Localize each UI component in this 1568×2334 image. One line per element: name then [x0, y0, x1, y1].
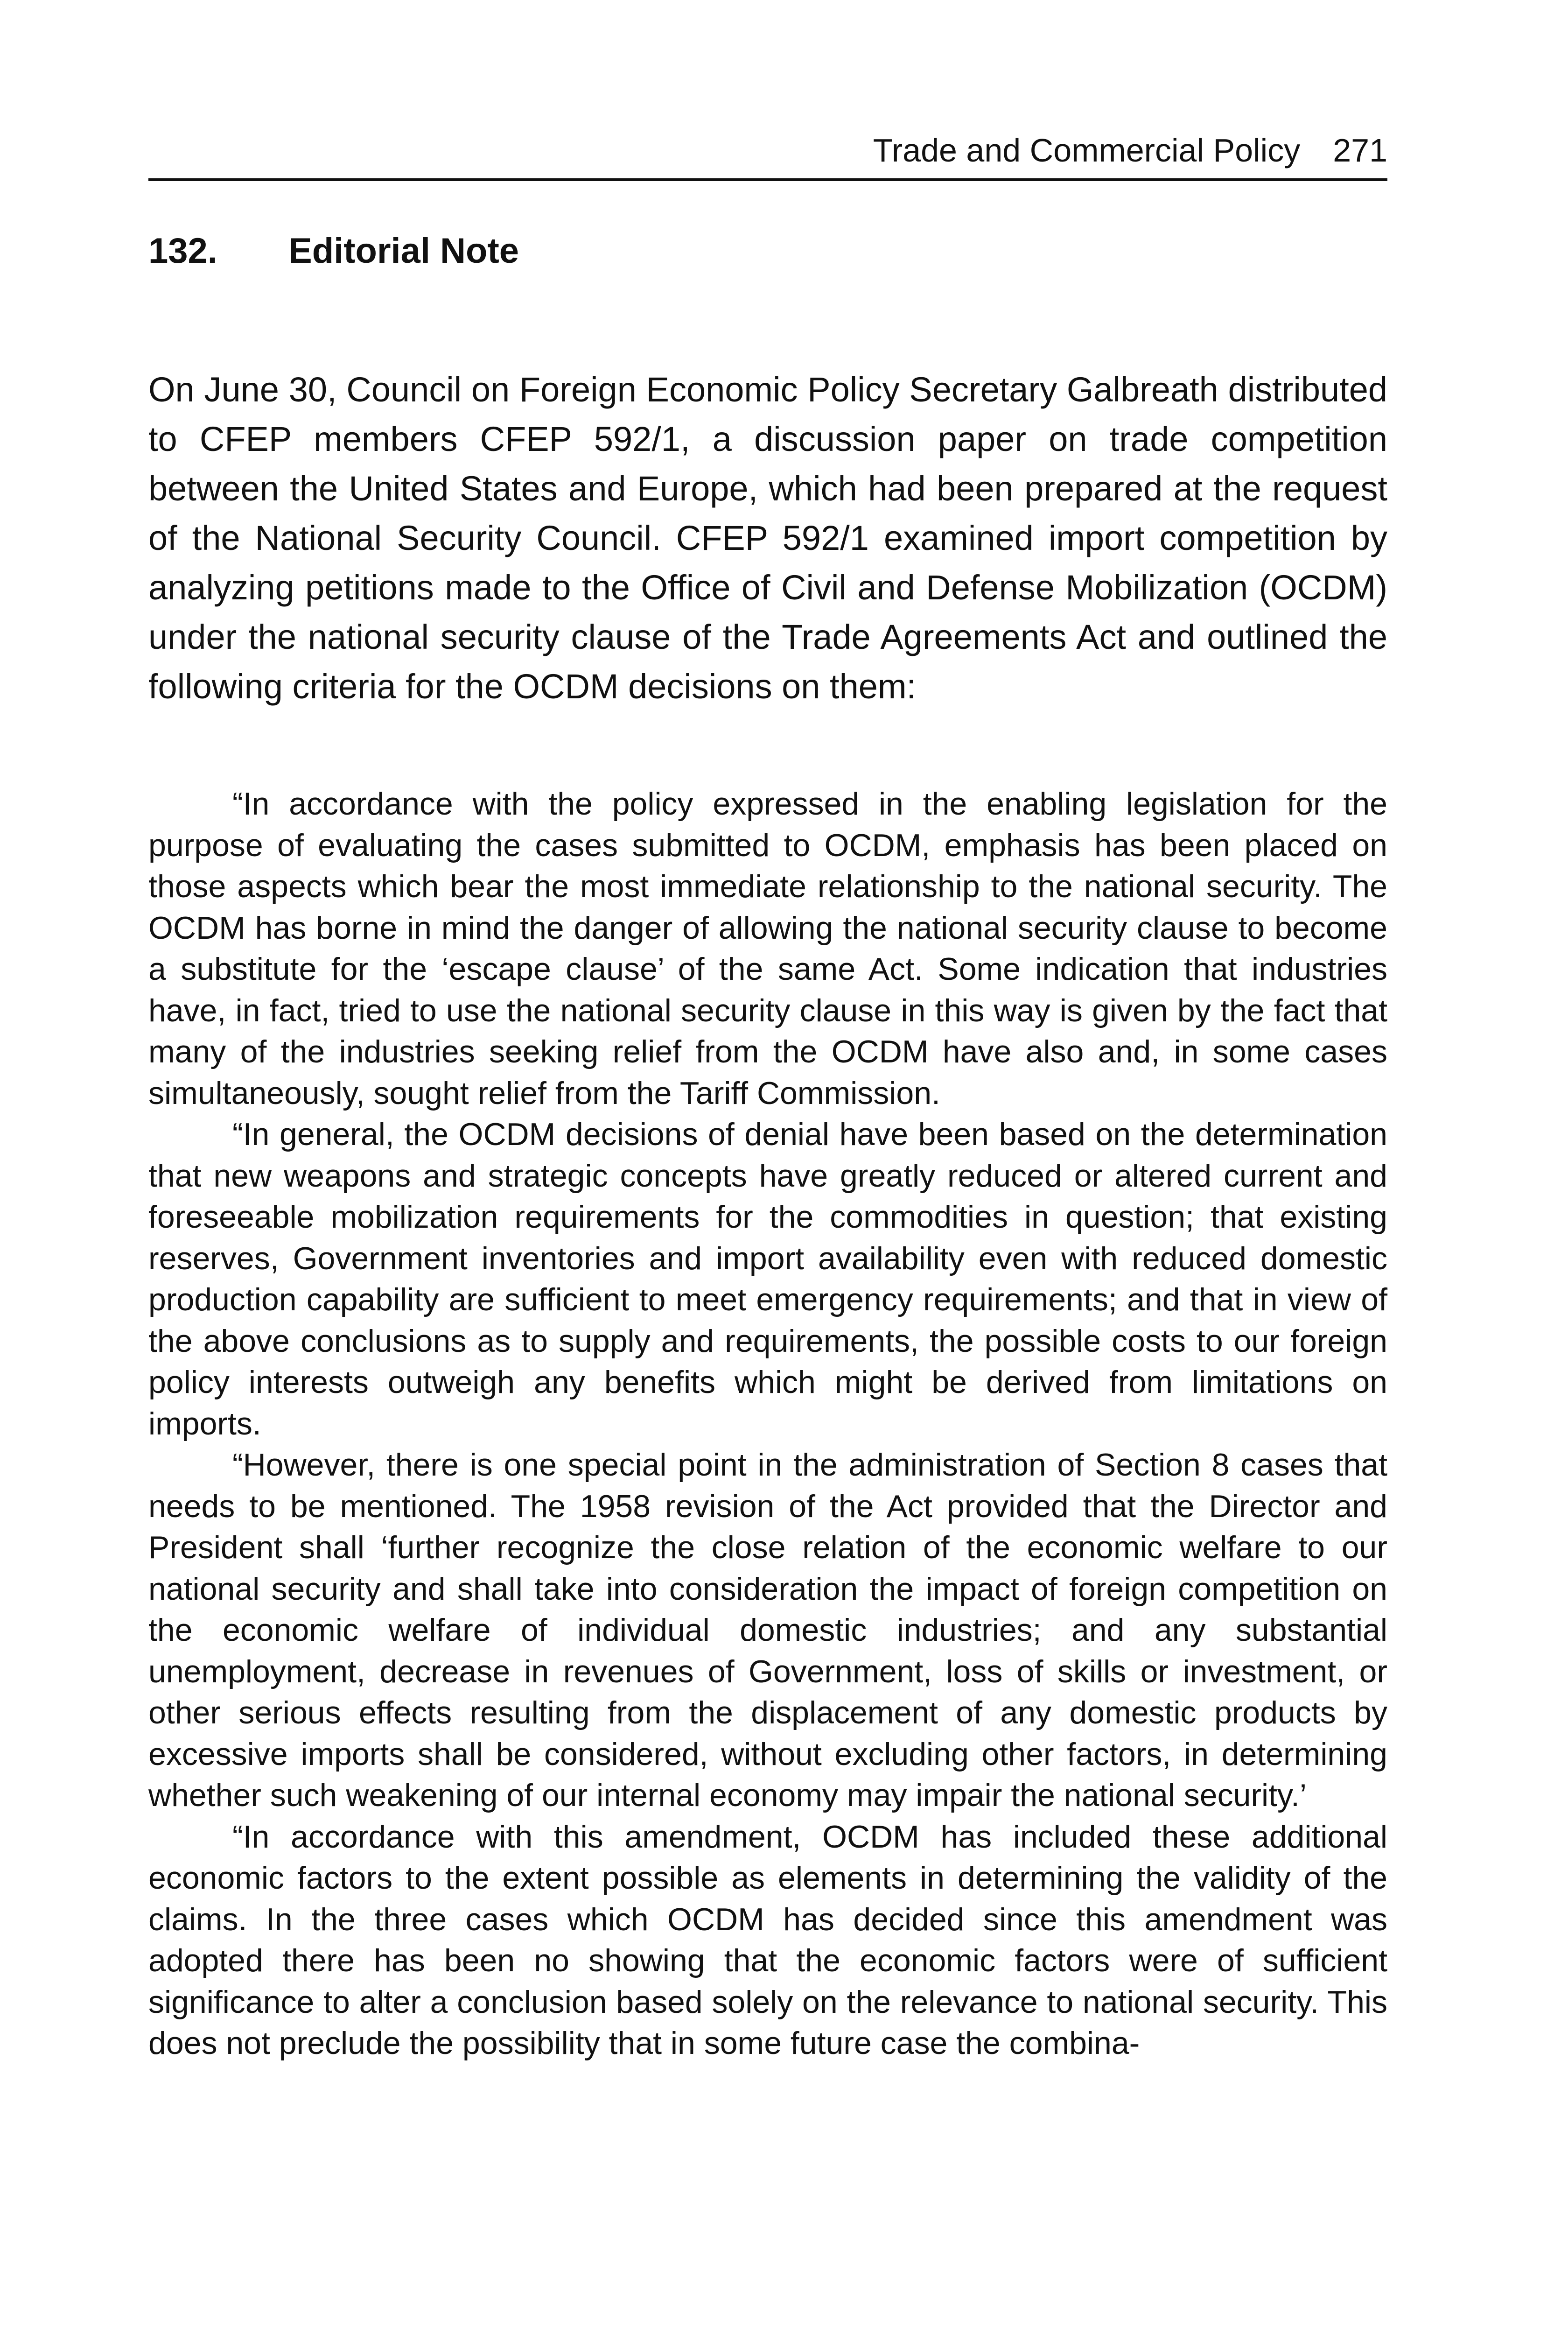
quoted-paragraph: “In accordance with the policy expressed in the enabling legislation for the purpose of evaluating the cases submitted to OCDM, emphasis has been placed on those aspects which bear the most immediate relationship to the national security. The OCDM has borne in mind the danger of allowing the national security clause to become a substitute for the ‘escape clause’ of the same Act. Some indication that industries have, in fact, tried to use the national security clause in this way is given by the fact that many of the industries seeking relief from the OCDM have also and, in some cases simultaneously, sought relief from the Tariff Commission. [148, 786, 1387, 1111]
section-title: Editorial Note [288, 231, 519, 271]
intro-paragraph: On June 30, Council on Foreign Economic Policy Secretary Galbreath distributed to CFEP members CFEP 592/1, a discussion paper on trade competition between the United States and Europe, which had been prepared at the request of the National Security Council. CFEP 592/1 examined import competition by analyzing petitions made to the Office of Civil and Defense Mobilization (OCDM) under the national security clause of the Trade Agreements Act and outlined the following criteria for the OCDM decisions on them: [148, 370, 1387, 706]
page-number: 271 [1333, 132, 1387, 169]
section-heading [148, 228, 519, 274]
running-head-title: Trade and Commercial Policy [873, 132, 1301, 169]
quoted-paragraph: “In accordance with this amendment, OCDM has included these additional economic factors to the extent possible as elements in determining the validity of the claims. In the three cases which OCDM has decided since this amendment was adopted there has been no showing that the economic factors were of sufficient significance to alter a conclusion based solely on the relevance to national security. This does not preclude the possibility that in some future case the combina- [148, 1819, 1387, 2061]
quoted-paragraph: “However, there is one special point in the administration of Section 8 cases that needs to be mentioned. The 1958 revision of the Act provided that the Director and President shall ‘further recognize the close relation of the economic welfare to our national security and shall take into consideration the impact of foreign competition on the economic welfare of individual domestic industries; and any substantial unemployment, decrease in revenues of Government, loss of skills or investment, or other serious effects resulting from the displacement of any domestic products by excessive imports shall be considered, without excluding other factors, in determining whether such weakening of our internal economy may impair the national security.’ [148, 1447, 1387, 1813]
quoted-passage [148, 783, 1387, 2064]
running-head [148, 122, 1387, 181]
document-number: 132. [148, 231, 217, 271]
quoted-paragraph: “In general, the OCDM decisions of denial have been based on the determination that new weapons and strategic concepts have greatly reduced or altered current and foreseeable mobilization requirements for the commodities in question; that existing reserves, Government inventories and import availability even with reduced domestic production capability are sufficient to meet emergency requirements; and that in view of the above conclusions as to supply and requirements, the possible costs to our foreign policy interests outweigh any benefits which might be derived from limitations on imports. [148, 1117, 1387, 1441]
